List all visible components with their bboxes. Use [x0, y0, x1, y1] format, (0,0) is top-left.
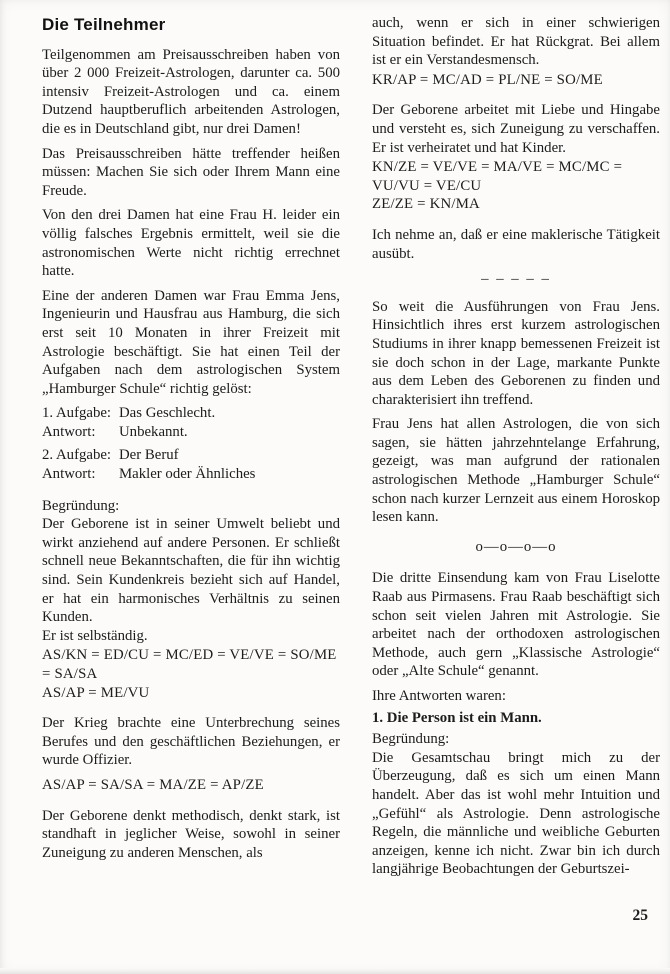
- formula-block: [372, 71, 660, 90]
- formula-line: AS/AP = SA/SA = MA/ZE = AP/ZE: [42, 776, 264, 793]
- paragraph-antworten: Ihre Antworten waren:: [372, 688, 506, 704]
- page-number: 25: [632, 907, 648, 924]
- qa-row: [42, 446, 340, 465]
- divider-dashes: – – – – –: [481, 271, 551, 288]
- qa-value: Der Beruf: [119, 447, 179, 464]
- paragraph-preisausschreiben: Das Preisausschreiben hätte treffender heißen müssen: Machen Sie sich oder Ihrem Mann eine Freude.: [42, 145, 340, 199]
- paragraph-begruendung: Der Geborene ist in seiner Umwelt beliebt und wirkt anziehend auf andere Personen. Er schließt schnell neue Bekanntschaften, die für ihn wichtig sind. Sein Kundenkreis bezieht sich auf Handel, er hat ein harmonisches Verhältnis zu seinen Kunden.: [42, 516, 340, 626]
- formula-line: KR/AP = MC/AD = PL/NE = SO/ME: [372, 71, 603, 88]
- paragraph-drei-damen: Von den drei Damen hat eine Frau H. leider ein völlig falsches Ergebnis ermittelt, weil sie die astronomischen Werte nicht richtig errechnet hatte.: [42, 207, 340, 280]
- paragraph-auch: auch, wenn er sich in einer schwierigen Situation befindet. Er hat Rückgrat. Bei allem ist er ein Verstandesmensch.: [372, 15, 660, 69]
- ornament-o-dashes: o—o—o—o: [475, 538, 557, 555]
- section-heading: Die Teilnehmer: [42, 15, 166, 34]
- qa-label: 1. Aufgabe:: [42, 405, 112, 422]
- begruendung-label: Begründung:: [42, 497, 120, 514]
- right-column: [372, 14, 660, 879]
- qa-label: 2. Aufgabe:: [42, 447, 112, 464]
- qa-value: Makler oder Ähnliches: [119, 466, 256, 483]
- paragraph-gesamtschau: Die Gesamtschau bringt mich zu der Überzeugung, daß es sich um einen Mann handelt. Aber das ist wohl mehr Intuition und „Gefühl“ als Astrologie. Denn astrologische Regeln, die männliche und weibliche Geburten anzeigen, kenne ich nicht. Zwar bin ich durch langjährige Beobachtungen der Geburtszei-: [372, 749, 660, 878]
- paragraph-soweit: So weit die Ausführungen von Frau Jens. Hinsichtlich ihres erst kurzem astrologischen Studiums in ihrer knapp bemessenen Freizeit ist sie doch schon in der Lage, markante Punkte aus dem Leben des Geborenen zu finden und charakterisiert ihn treffend.: [372, 298, 660, 408]
- paragraph-liebe: Der Geborene arbeitet mit Liebe und Hingabe und versteht es, sich Zuneigung zu verschaffen. Er ist verheiratet und hat Kinder.: [372, 102, 660, 156]
- paragraph-teilgenommen: Teilgenommen am Preisausschreiben haben von über 2 000 Freizeit-Astrologen, darunter ca. 500 intensiv Freizeit-Astrologen und ca. einem Dutzend hauptberuflich arbeitenden Astrologen, die es in Deutschland gibt, nur drei Damen!: [42, 46, 340, 137]
- formula-line: KN/ZE = VE/VE = MA/VE = MC/MC = VU/VU = VE/CU: [372, 159, 623, 194]
- paragraph-emma-jens: Eine der anderen Damen war Frau Emma Jens, Ingenieurin und Hausfrau aus Hamburg, die sich erst seit 10 Monaten in ihrer Freizeit mit Astrologie beschäftigt. Sie hat einen Teil der Aufgaben nach dem astrologischen System „Hamburger Schule“ richtig gelöst:: [42, 287, 340, 397]
- begruendung-label: Begründung:: [372, 731, 450, 748]
- qa-row: [42, 465, 340, 484]
- formula-line: AS/AP = ME/VU: [42, 684, 150, 701]
- formula-line: ZE/ZE = KN/MA: [372, 196, 480, 213]
- qa-label: Antwort:: [42, 466, 96, 483]
- paragraph-krieg: Der Krieg brachte eine Unterbrechung seines Berufes und den geschäftlichen Beziehungen, er wurde Offizier.: [42, 715, 340, 769]
- qa-value: Das Geschlecht.: [119, 405, 216, 422]
- paragraph-denkt: Der Geborene denkt methodisch, denkt stark, ist standhaft in jeglicher Weise, sowohl in seiner Zuneigung zu anderen Menschen, als: [42, 807, 340, 861]
- qa-label: Antwort:: [42, 423, 96, 440]
- qa-list: [42, 404, 340, 483]
- qa-value: Unbekannt.: [119, 423, 188, 440]
- paragraph-makler: Ich nehme an, daß er eine maklerische Tätigkeit ausübt.: [372, 226, 660, 262]
- formula-block: [42, 646, 340, 702]
- qa-row: [42, 423, 340, 442]
- formula-block: [42, 776, 340, 795]
- paragraph-selbstaendig: Er ist selbständig.: [42, 627, 148, 644]
- paragraph-frau-jens: Frau Jens hat allen Astrologen, die von sich sagen, sie hätten jahrzehntelange Erfahrung, gezeigt, was man aufgrund der rationalen astrologischen Methode „Hamburger Schule“ schon nach kurzer Lernzeit aus einem Horoskop lesen kann.: [372, 416, 660, 526]
- paragraph-person-bold: 1. Die Person ist ein Mann.: [372, 709, 542, 726]
- left-column: [42, 14, 340, 868]
- formula-block: [372, 158, 660, 214]
- formula-line: AS/KN = ED/CU = MC/ED = VE/VE = SO/ME = SA/SA: [42, 647, 337, 682]
- qa-row: [42, 404, 340, 423]
- paragraph-dritte-einsendung: Die dritte Einsendung kam von Frau Liselotte Raab aus Pirmasens. Frau Raab beschäftigt sich schon seit vielen Jahren mit Astrologie. Sie arbeitet nach der orthodoxen astrologischen Methode, auch gern „Klassische Astrologie“ oder „Alte Schule“ genannt.: [372, 570, 660, 680]
